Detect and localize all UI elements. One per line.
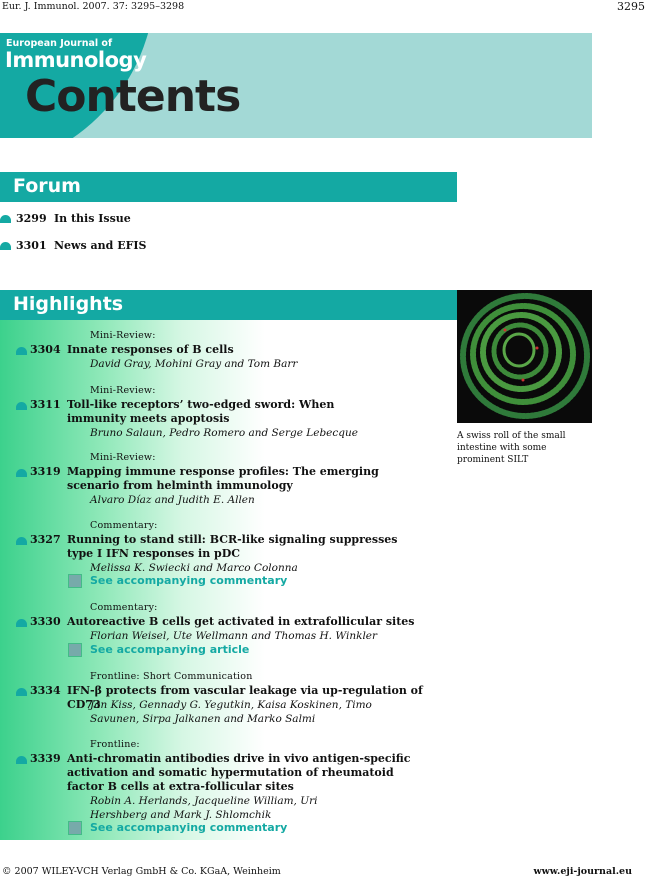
page-ref: 3311 (30, 398, 61, 411)
bullet-icon (16, 619, 27, 627)
page-ref: 3327 (30, 533, 61, 546)
forum-section-header: Forum (0, 172, 457, 202)
article-authors: Bruno Salaun, Pedro Romero and Serge Lebecque (90, 427, 358, 439)
bullet-icon (16, 537, 27, 545)
cover-caption: A swiss roll of the small intestine with some prominent SILT (457, 431, 566, 465)
bullet-icon (0, 242, 11, 250)
page-title: Contents (25, 71, 241, 122)
page-ref: 3319 (30, 465, 61, 478)
bullet-icon (16, 469, 27, 477)
article-authors: Robin A. Herlands, Jacqueline William, Uri Hershberg and Mark J. Shlomchik (90, 795, 318, 821)
page-number: 3295 (617, 0, 645, 13)
linked-article-icon (68, 574, 82, 588)
article-type: Mini-Review: (90, 330, 156, 341)
article-authors: Florian Weisel, Ute Wellmann and Thomas H. Winkler (90, 630, 378, 642)
journal-name: Immunology (5, 48, 147, 72)
linked-article-icon (68, 643, 82, 657)
page-ref: 3299 (16, 212, 47, 225)
article-title[interactable]: Innate responses of B cells (67, 343, 234, 356)
article-type: Frontline: Short Communication (90, 671, 253, 682)
article-type: Commentary: (90, 520, 158, 531)
bullet-icon (16, 756, 27, 764)
journal-reference: Eur. J. Immunol. 2007. 37: 3295–3298 (2, 1, 185, 12)
bullet-icon (0, 215, 11, 223)
article-type: Mini-Review: (90, 385, 156, 396)
copyright: © 2007 WILEY-VCH Verlag GmbH & Co. KGaA, Weinheim (2, 866, 281, 877)
article-title[interactable]: Anti-chromatin antibodies drive in vivo antigen-specific activation and somatic hypermutation of rheumatoid factor B cells at extra-follicular sites (67, 752, 411, 793)
linked-article-icon (68, 821, 82, 835)
article-authors: David Gray, Mohini Gray and Tom Barr (90, 358, 298, 370)
page-ref: 3301 (16, 239, 47, 252)
highlights-section-header: Highlights (0, 290, 457, 320)
bullet-icon (16, 347, 27, 355)
bullet-icon (16, 688, 27, 696)
journal-name-small: European Journal of (6, 38, 113, 49)
page-ref: 3304 (30, 343, 61, 356)
article-authors: Jan Kiss, Gennady G. Yegutkin, Kaisa Koskinen, Timo Savunen, Sirpa Jalkanen and Marko Salmi (90, 699, 372, 725)
page-ref: 3339 (30, 752, 61, 765)
article-title[interactable]: Mapping immune response profiles: The emerging scenario from helminth immunology (67, 465, 379, 492)
page-ref: 3330 (30, 615, 61, 628)
item-title: News and EFIS (54, 239, 147, 252)
article-title[interactable]: IFN-β protects from vascular leakage via up-regulation of CD73 (67, 684, 423, 711)
article-title[interactable]: Autoreactive B cells get activated in extrafollicular sites (67, 615, 415, 628)
cover-image (457, 290, 592, 423)
article-authors: Melissa K. Swiecki and Marco Colonna (90, 562, 298, 574)
article-title[interactable]: Running to stand still: BCR-like signaling suppresses type I IFN responses in pDC (67, 533, 398, 560)
article-type: Frontline: (90, 739, 140, 750)
item-title: In this Issue (54, 212, 131, 225)
bullet-icon (16, 402, 27, 410)
contents-banner (0, 33, 592, 138)
intestine-swiss-roll-image (457, 290, 592, 423)
page-ref: 3334 (30, 684, 61, 697)
article-authors: Alvaro Díaz and Judith E. Allen (90, 494, 255, 506)
article-type: Commentary: (90, 602, 158, 613)
running-header (0, 1, 650, 15)
article-title[interactable]: Toll-like receptors’ two-edged sword: When immunity meets apoptosis (67, 398, 335, 425)
article-type: Mini-Review: (90, 452, 156, 463)
journal-website-link[interactable]: www.eji-journal.eu (533, 866, 632, 877)
